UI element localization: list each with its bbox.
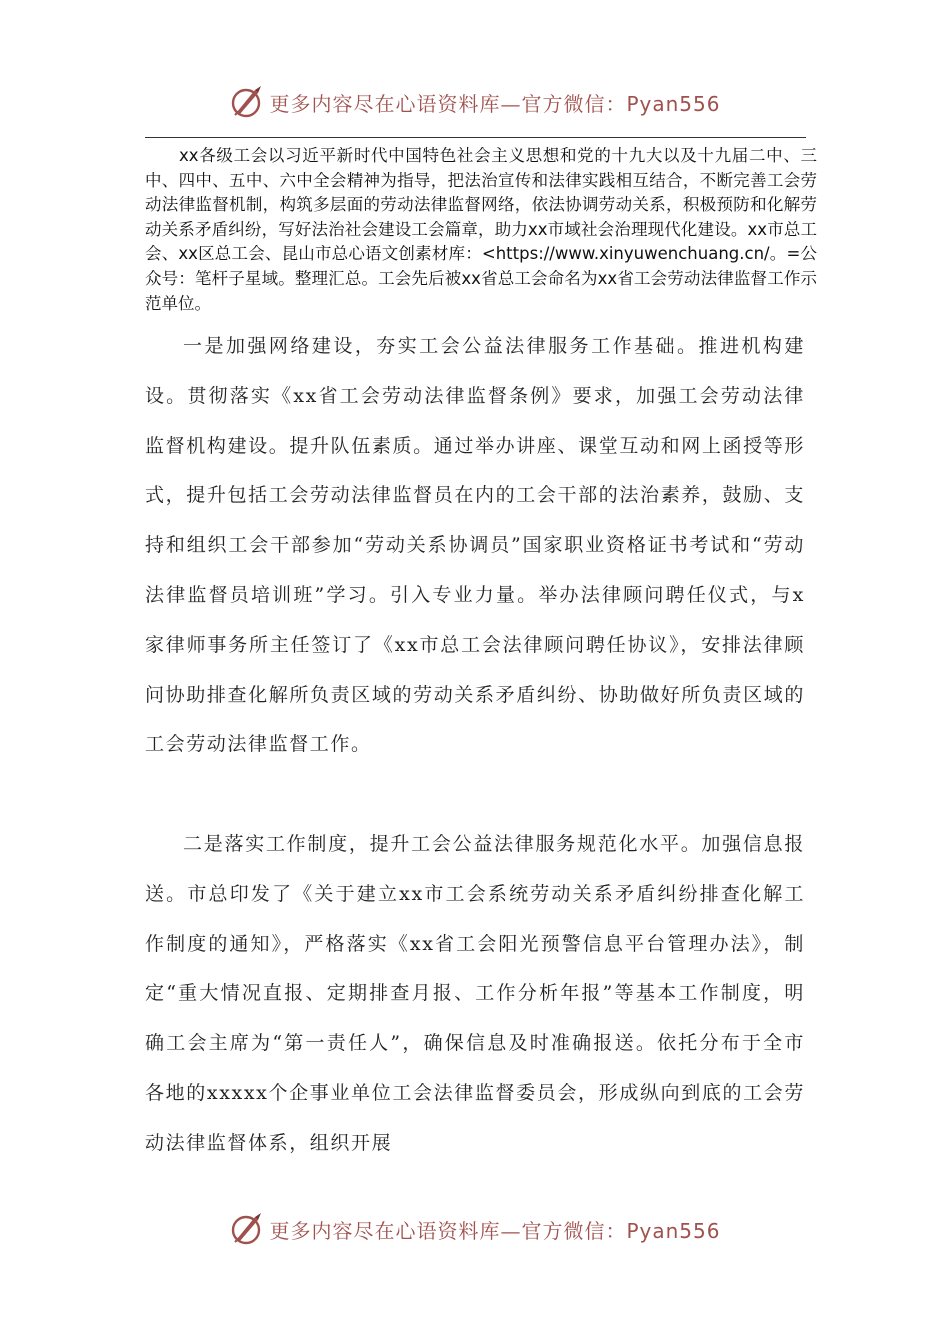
watermark-text bbox=[269, 88, 720, 117]
watermark-wechat-text: 官方微信：Pyan556 bbox=[521, 91, 721, 116]
quill-pen-logo-icon bbox=[229, 84, 265, 120]
footer-watermark bbox=[0, 1209, 950, 1249]
quill-pen-logo-icon bbox=[229, 1211, 265, 1247]
watermark-site-text: 更多内容尽在心语资料库 bbox=[269, 91, 501, 116]
watermark-separator: — bbox=[500, 91, 522, 116]
body-paragraph-2: 二是落实工作制度，提升工会公益法律服务规范化水平。加强信息报送。市总印发了《关于建立xx市工会系统劳动关系矛盾纠纷排查化解工作制度的通知》，严格落实《xx省工会阳光预警信息平台管理办法》，制定“重大情况直报、定期排查月报、工作分析年报”等基本工作制度，明确工会主席为“第一责任人”，确保信息及时准确报送。依托分布于全市各地的xxxxx个企事业单位工会法律监督委员会，形成纵向到底的工会劳动法律监督体系，组织开展 bbox=[145, 833, 805, 1154]
watermark-wechat-text: 官方微信：Pyan556 bbox=[521, 1218, 721, 1243]
header-watermark bbox=[0, 82, 950, 122]
watermark-site-text: 更多内容尽在心语资料库 bbox=[269, 1218, 501, 1243]
body-paragraph-1: 一是加强网络建设，夯实工会公益法律服务工作基础。推进机构建设。贯彻落实《xx省工会劳动法律监督条例》要求，加强工会劳动法律监督机构建设。提升队伍素质。通过举办讲座、课堂互动和网上函授等形式，提升包括工会劳动法律监督员在内的工会干部的法治素养，鼓励、支持和组织工会干部参加“劳动关系协调员”国家职业资格证书考试和“劳动法律监督员培训班”学习。引入专业力量。举办法律顾问聘任仪式，与x家律师事务所主任签订了《xx市总工会法律顾问聘任协议》，安排法律顾问协助排查化解所负责区域的劳动关系矛盾纠纷、协助做好所负责区域的工会劳动法律监督工作。 bbox=[145, 335, 805, 756]
header-rule bbox=[145, 137, 806, 138]
watermark-separator: — bbox=[500, 1218, 522, 1243]
watermark-text bbox=[269, 1215, 720, 1244]
intro-paragraph: xx各级工会以习近平新时代中国特色社会主义思想和党的十九大以及十九届二中、三中、四中、五中、六中全会精神为指导，把法治宣传和法律实践相互结合，不断完善工会劳动法律监督机制，构筑多层面的劳动法律监督网络，依法协调劳动关系，积极预防和化解劳动关系矛盾纠纷，写好法治社会建设工会篇章，助力xx市域社会治理现代化建设。xx市总工会、xx区总工会、昆山市总心语文创素材库：<https://www.xinyuwenchuang.cn/。=公众号：笔杆子星域。整理汇总。工会先后被xx省总工会命名为xx省工会劳动法律监督工作示范单位。 bbox=[145, 146, 817, 313]
